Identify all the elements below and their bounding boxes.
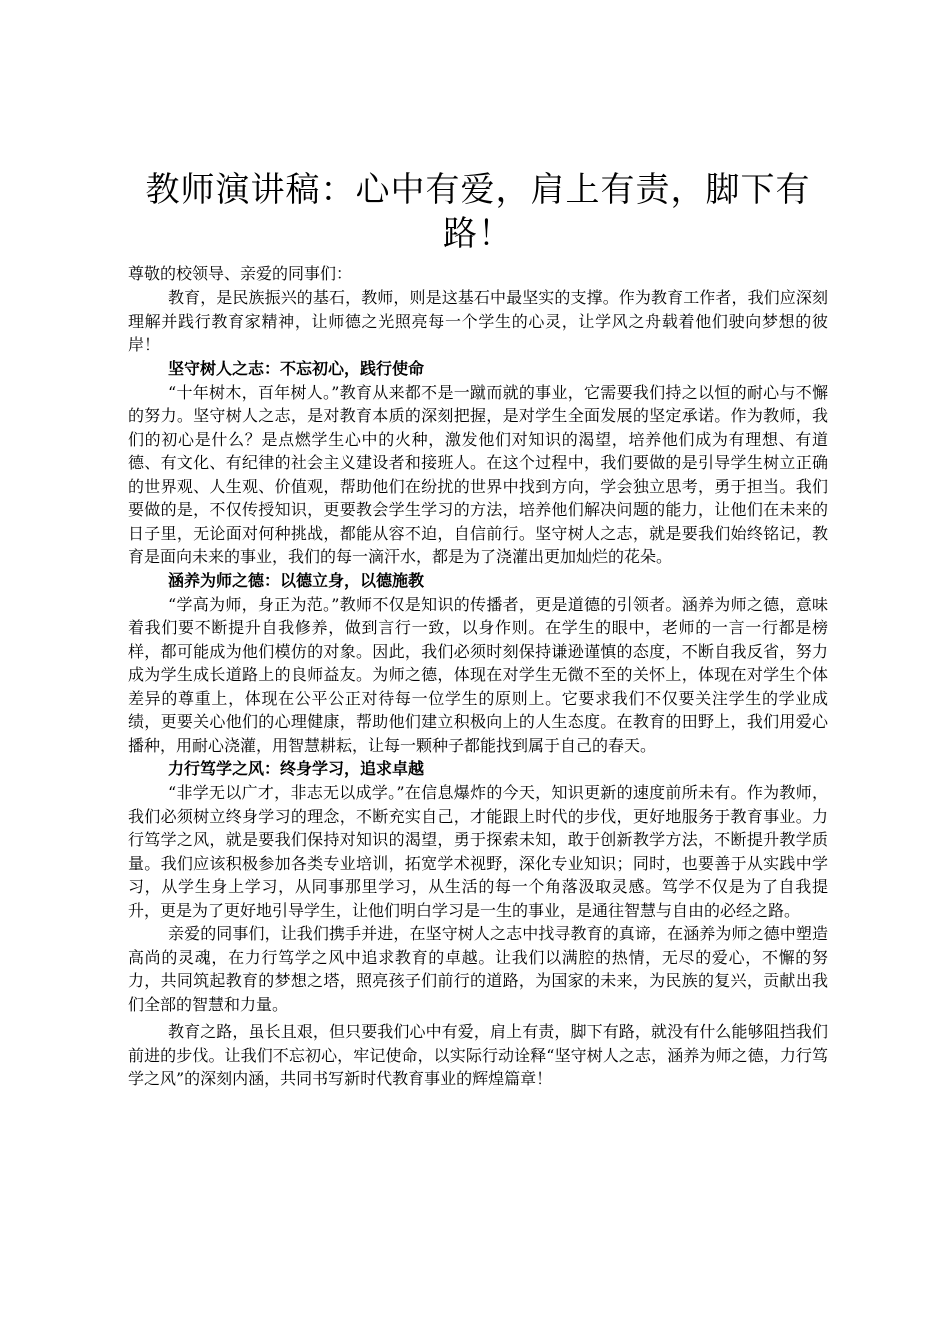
section-heading-2: 涵养为师之德：以德立身，以德施教 xyxy=(168,570,425,590)
closing-paragraph-2: 教育之路，虽长且艰，但只要我们心中有爱，肩上有责，脚下有路，就没有什么能够阻挡我们前进的步伐。让我们不忘初心，牢记使命，以实际行动诠释“坚守树人之志，涵养为师之德，力行笃学之风”的深刻内涵，共同书写新时代教育事业的辉煌篇章！ xyxy=(128,1022,828,1088)
intro-paragraph: 教育，是民族振兴的基石，教师，则是这基石中最坚实的支撑。作为教育工作者，我们应深刻理解并践行教育家精神，让师德之光照亮每一个学生的心灵，让学风之舟载着他们驶向梦想的彼岸！ xyxy=(128,288,828,354)
section-heading-1: 坚守树人之志：不忘初心，践行使命 xyxy=(168,358,425,378)
document-title: 教师演讲稿：心中有爱，肩上有责，脚下有路！ xyxy=(145,170,811,254)
document-page xyxy=(128,168,828,1091)
section-body-1: “十年树木，百年树人。”教育从来都不是一蹴而就的事业，它需要我们持之以恒的耐心与不懈的努力。坚守树人之志，是对教育本质的深刻把握，是对学生全面发展的坚定承诺。作为教师，我们的初心是什么？是点燃学生心中的火种，激发他们对知识的渴望，培养他们成为有理想、有道德、有文化、有纪律的社会主义建设者和接班人。在这个过程中，我们要做的是引导学生树立正确的世界观、人生观、价值观，帮助他们在纷扰的世界中找到方向，学会独立思考，勇于担当。我们要做的是，不仅传授知识，更要教会学生学习的方法，培养他们解决问题的能力，让他们在未来的日子里，无论面对何种挑战，都能从容不迫，自信前行。坚守树人之志，就是要我们始终铭记，教育是面向未来的事业，我们的每一滴汗水，都是为了浇灌出更加灿烂的花朵。 xyxy=(128,382,828,566)
section-heading-3: 力行笃学之风：终身学习，追求卓越 xyxy=(168,759,425,778)
section-body-3: “非学无以广才，非志无以成学。”在信息爆炸的今天，知识更新的速度前所未有。作为教师，我们必须树立终身学习的理念，不断充实自己，才能跟上时代的步伐，更好地服务于教育事业。力行笃学之风，就是要我们保持对知识的渴望，勇于探索未知，敢于创新教学方法，不断提升教学质量。我们应该积极参加各类专业培训，拓宽学术视野，深化专业知识；同时，也要善于从实践中学习，从学生身上学习，从同事那里学习，从生活的每一个角落汲取灵感。笃学不仅是为了自我提升，更是为了更好地引导学生，让他们明白学习是一生的事业，是通往智慧与自由的必经之路。 xyxy=(128,783,828,920)
closing-paragraph-1: 亲爱的同事们，让我们携手并进，在坚守树人之志中找寻教育的真谛，在涵养为师之德中塑造高尚的灵魂，在力行笃学之风中追求教育的卓越。让我们以满腔的热情，无尽的爱心，不懈的努力，共同筑起教育的梦想之塔，照亮孩子们前行的道路，为国家的未来，为民族的复兴，贡献出我们全部的智慧和力量。 xyxy=(128,924,828,1014)
section-body-2: “学高为师，身正为范。”教师不仅是知识的传播者，更是道德的引领者。涵养为师之德，意味着我们要不断提升自我修养，做到言行一致，以身作则。在学生的眼中，老师的一言一行都是榜样，都可能成为他们模仿的对象。因此，我们必须时刻保持谦逊谨慎的态度，不断自我反省，努力成为学生成长道路上的良师益友。为师之德，体现在对学生无微不至的关怀上，体现在对学生个体差异的尊重上，体现在公平公正对待每一位学生的原则上。它要求我们不仅要关注学生的学业成绩，更要关心他们的心理健康，帮助他们建立积极向上的人生态度。在教育的田野上，我们用爱心播种，用耐心浇灌，用智慧耕耘，让每一颗种子都能找到属于自己的春天。 xyxy=(128,594,828,755)
salutation: 尊敬的校领导、亲爱的同事们： xyxy=(128,264,353,283)
